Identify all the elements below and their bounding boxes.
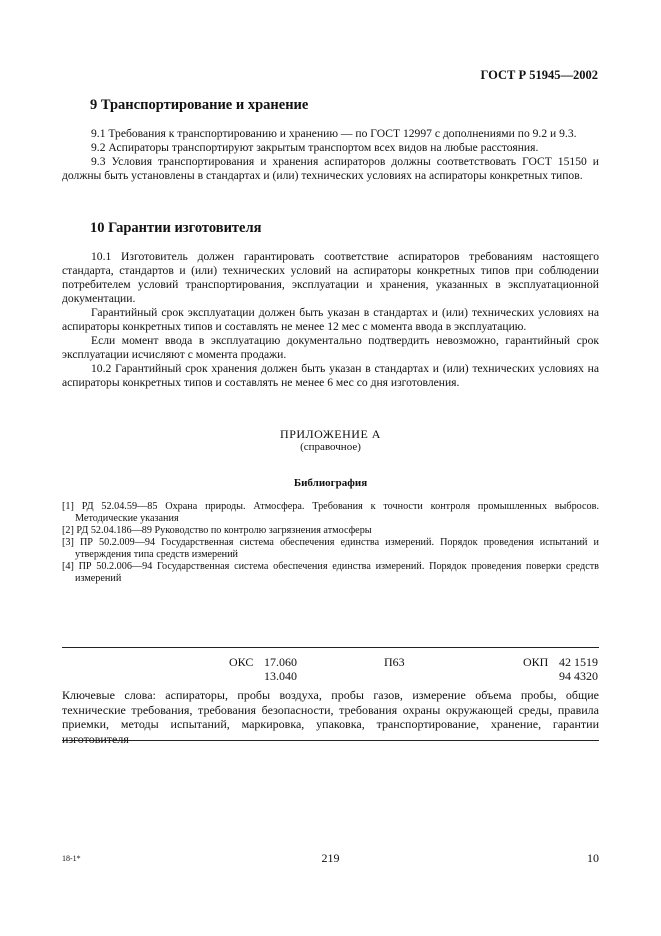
- paragraph-9-2: 9.2 Аспираторы транспортируют закрытым транспортом всех видов на любые расстояния.: [91, 141, 539, 154]
- okp-codes: [545, 655, 598, 683]
- bibliography-item: [4] ПР 50.2.006—94 Государственная система обеспечения единства измерений. Порядок проведения поверки средств измерений: [62, 561, 599, 584]
- print-mark: 18-1*: [62, 854, 81, 863]
- top-divider: [62, 647, 599, 648]
- section-10-body: [62, 250, 599, 390]
- keywords: Ключевые слова: аспираторы, пробы воздуха, пробы газов, измерение объема пробы, общие технические требования, требования безопасности, требования охраны окружающей среды, правила приемки, методы испытаний, маркировка, упаковка, транспортирование, хранение, гарантии изготовителя: [62, 688, 599, 746]
- oks-code: 13.040: [264, 669, 297, 683]
- bibliography-item: [3] ПР 50.2.009—94 Государственная система обеспечения единства измерений. Порядок проведения испытаний и утверждения типа средств измерений: [62, 537, 599, 560]
- bottom-divider: [62, 740, 599, 741]
- bibliography-item: [2] РД 52.04.186—89 Руководство по контролю загрязнения атмосферы: [62, 525, 372, 536]
- paragraph-9-3: 9.3 Условия транспортирования и хранения аспираторов должны соответствовать ГОСТ 15150 и должны быть установлены в стандартах и (или) технических условиях на аспираторы конкретных типов.: [62, 155, 599, 182]
- paragraph-sale-date: Если момент ввода в эксплуатацию документально подтвердить невозможно, гарантийный срок эксплуатации исчисляют с момента продажи.: [62, 334, 599, 361]
- page-number-volume: 219: [321, 851, 340, 865]
- section-9-title: 9 Транспортирование и хранение: [90, 97, 309, 113]
- oks-label: ОКС: [229, 655, 254, 669]
- bibliography-item: [1] РД 52.04.59—85 Охрана природы. Атмосфера. Требования к точности контроля промышленных выбросов. Методические указания: [62, 501, 599, 524]
- section-9-body: [62, 127, 599, 183]
- paragraph-warranty-operation: Гарантийный срок эксплуатации должен быть указан в стандартах и (или) технических условиях на аспираторы конкретных типов и составлять не менее 12 мес с момента ввода в эксплуатацию.: [62, 306, 599, 333]
- okp-code: 42 1519: [559, 655, 598, 669]
- appendix-title: ПРИЛОЖЕНИЕ А: [280, 427, 381, 441]
- okp-label: ОКП: [523, 655, 549, 669]
- group-code: П63: [384, 655, 405, 669]
- paragraph-9-1: 9.1 Требования к транспортированию и хранению — по ГОСТ 12997 с дополнениями по 9.2 и 9.3.: [91, 127, 577, 140]
- oks-code: 17.060: [264, 655, 297, 669]
- appendix-subtitle: (справочное): [300, 441, 361, 453]
- oks-codes: [256, 655, 297, 683]
- paragraph-10-1: 10.1 Изготовитель должен гарантировать соответствие аспираторов требованиям настоящего стандарта, стандартов и (или) технических условий на аспираторы конкретных типов при соблюдении потребителем условий транспортирования, эксплуатации и хранения, указанных в эксплуатационной документации.: [62, 250, 599, 305]
- page-number: 10: [587, 851, 599, 865]
- bibliography-list: [62, 501, 599, 585]
- section-10-title: 10 Гарантии изготовителя: [90, 220, 262, 236]
- bibliography-title: Библиография: [293, 477, 368, 489]
- standard-number: ГОСТ Р 51945—2002: [480, 68, 598, 82]
- paragraph-10-2: 10.2 Гарантийный срок хранения должен быть указан в стандартах и (или) технических условиях на аспираторы конкретных типов и составлять не менее 6 мес со дня изготовления.: [62, 362, 599, 389]
- okp-code: 94 4320: [559, 669, 598, 683]
